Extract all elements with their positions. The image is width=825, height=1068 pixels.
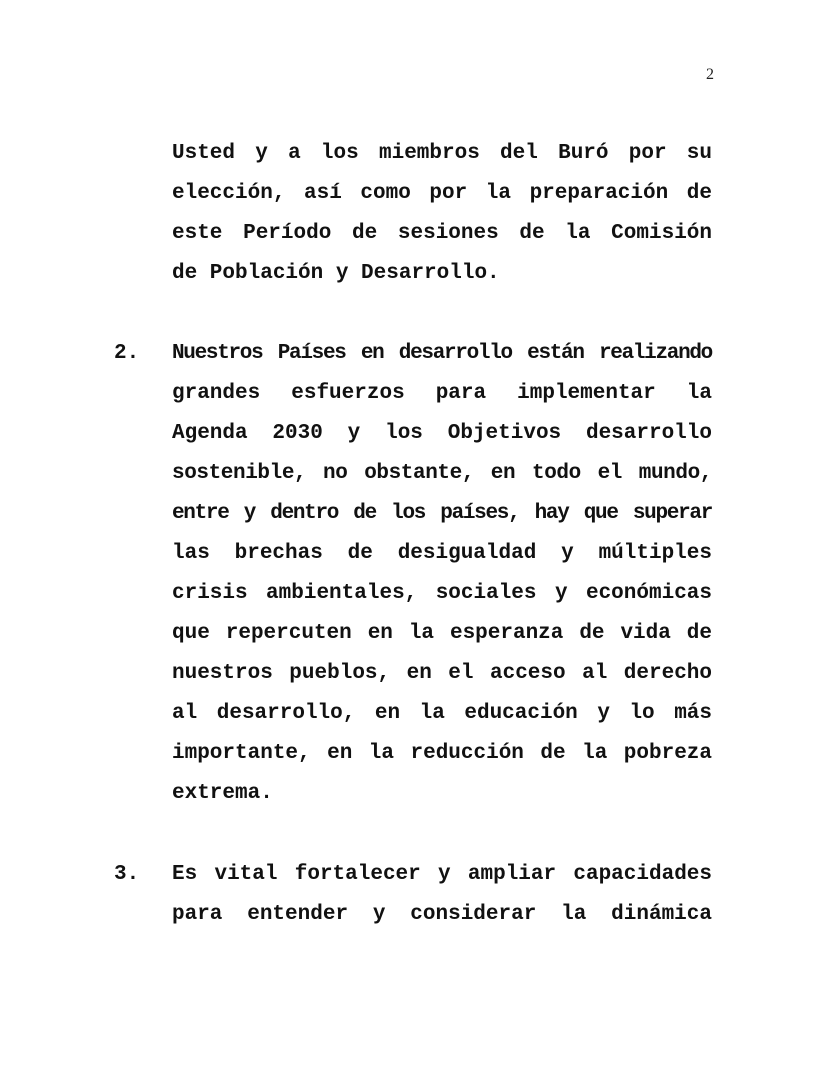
text-line: las brechas de desigualdad y múltiples	[172, 542, 712, 565]
text-line: Nuestros Países en desarrollo están realizando	[172, 342, 712, 365]
text-line: crisis ambientales, sociales y económicas	[172, 582, 712, 605]
text-line: que repercuten en la esperanza de vida de	[172, 622, 712, 645]
text-line: Usted y a los miembros del Buró por su	[172, 142, 712, 165]
text-line: Es vital fortalecer y ampliar capacidades	[172, 863, 712, 886]
paragraph-number: 2.	[114, 342, 140, 365]
text-line: extrema.	[172, 782, 273, 805]
paragraph-number: 3.	[114, 863, 140, 886]
text-line: para entender y considerar la dinámica	[172, 903, 712, 926]
text-line: al desarrollo, en la educación y lo más	[172, 702, 712, 725]
text-line: sostenible, no obstante, en todo el mundo,	[172, 462, 712, 485]
page-number: 2	[706, 66, 714, 83]
text-line: importante, en la reducción de la pobreza	[172, 742, 712, 765]
text-line: grandes esfuerzos para implementar la	[172, 382, 712, 405]
text-line: este Período de sesiones de la Comisión	[172, 222, 712, 245]
text-line: Agenda 2030 y los Objetivos desarrollo	[172, 422, 712, 445]
text-line: nuestros pueblos, en el acceso al derecho	[172, 662, 712, 685]
text-line: entre y dentro de los países, hay que superar	[172, 502, 712, 525]
text-line: elección, así como por la preparación de	[172, 182, 712, 205]
text-line: de Población y Desarrollo.	[172, 262, 500, 285]
